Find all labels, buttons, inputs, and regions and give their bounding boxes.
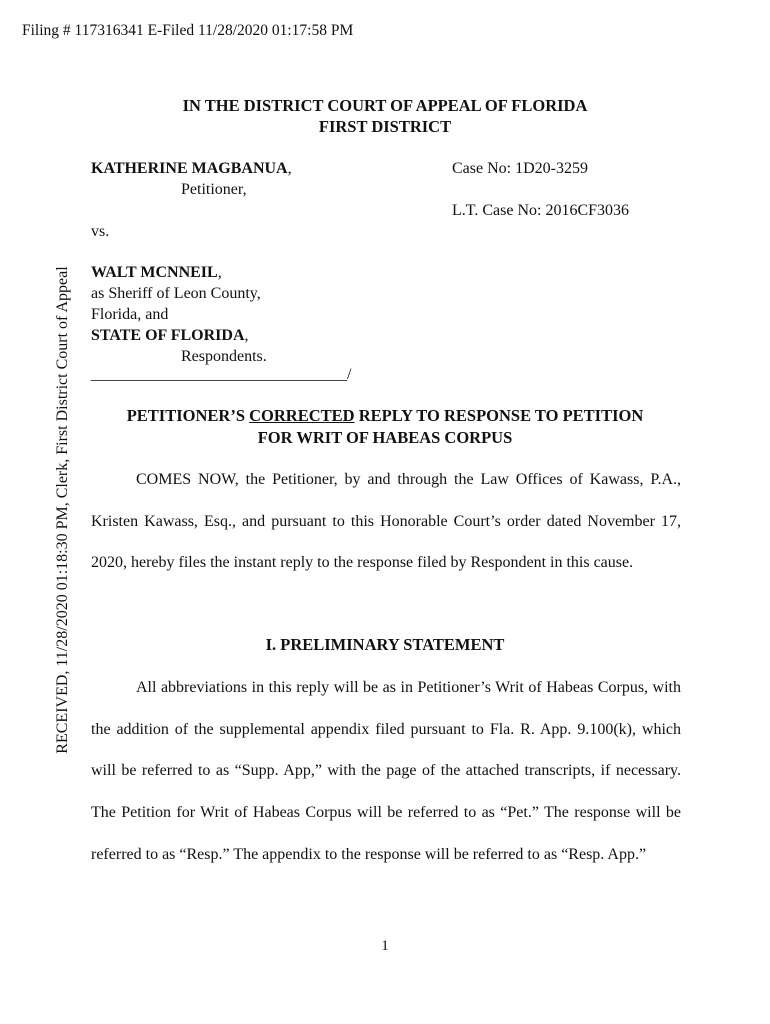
respondent2-name-line — [91, 325, 249, 346]
petitioner-name-line — [91, 158, 292, 179]
case-number: Case No: 1D20-3259 — [452, 160, 588, 177]
document-title-line1 — [0, 405, 770, 427]
intro-paragraph-block — [91, 459, 681, 584]
versus: vs. — [91, 223, 110, 240]
respondent1-line3: Florida, and — [91, 306, 169, 323]
petitioner-comma: , — [287, 160, 292, 177]
document-title-post: REPLY TO RESPONSE TO PETITION — [354, 406, 644, 425]
court-title-line1: IN THE DISTRICT COURT OF APPEAL OF FLORIDA — [182, 96, 588, 115]
document-title-line2: FOR WRIT OF HABEAS CORPUS — [257, 428, 513, 447]
document-title — [0, 405, 770, 449]
respondent1-name-line — [91, 262, 222, 283]
respondent1-comma: , — [217, 264, 222, 281]
section-heading: I. PRELIMINARY STATEMENT — [265, 635, 505, 654]
document-title-pre: PETITIONER’S — [126, 406, 250, 425]
respondent2-name: STATE OF FLORIDA — [91, 327, 245, 344]
intro-paragraph: COMES NOW, the Petitioner, by and through the Law Offices of Kawass, P.A., Kristen Kawass, Esq., and pursuant to this Honorable Court’s order dated November 17, 2020, hereby files the instant reply to the response filed by Respondent in this cause. — [91, 471, 681, 572]
signature-line: ________________________________/ — [91, 366, 352, 383]
lower-tribunal-case-number: L.T. Case No: 2016CF3036 — [452, 202, 630, 219]
filing-stamp: Filing # 117316341 E-Filed 11/28/2020 01:17:58 PM — [22, 22, 354, 39]
respondent1-line2: as Sheriff of Leon County, — [91, 285, 261, 302]
received-stamp: RECEIVED, 11/28/2020 01:18:30 PM, Clerk, First District Court of Appeal — [54, 266, 71, 754]
preliminary-paragraph-block — [91, 667, 681, 876]
respondent1-name: WALT MCNNEIL — [91, 264, 218, 281]
court-title-line2: FIRST DISTRICT — [318, 117, 452, 136]
preliminary-paragraph: All abbreviations in this reply will be as in Petitioner’s Writ of Habeas Corpus, with the addition of the supplemental appendix filed pursuant to Fla. R. App. 9.100(k), which will be referred to as “Supp. App,” with the page of the attached transcripts, if necessary. The Petition for Writ of Habeas Corpus will be referred to as “Pet.” The response will be referred to as “Resp.” The appendix to the response will be referred to as “Resp. App.” — [91, 679, 681, 863]
page-number: 1 — [381, 938, 389, 954]
document-title-corrected: CORRECTED — [249, 406, 355, 425]
petitioner-name: KATHERINE MAGBANUA — [91, 160, 288, 177]
respondent-role: Respondents. — [181, 348, 267, 365]
petitioner-role: Petitioner, — [181, 181, 247, 198]
respondent2-comma: , — [244, 327, 249, 344]
court-title — [0, 95, 770, 137]
